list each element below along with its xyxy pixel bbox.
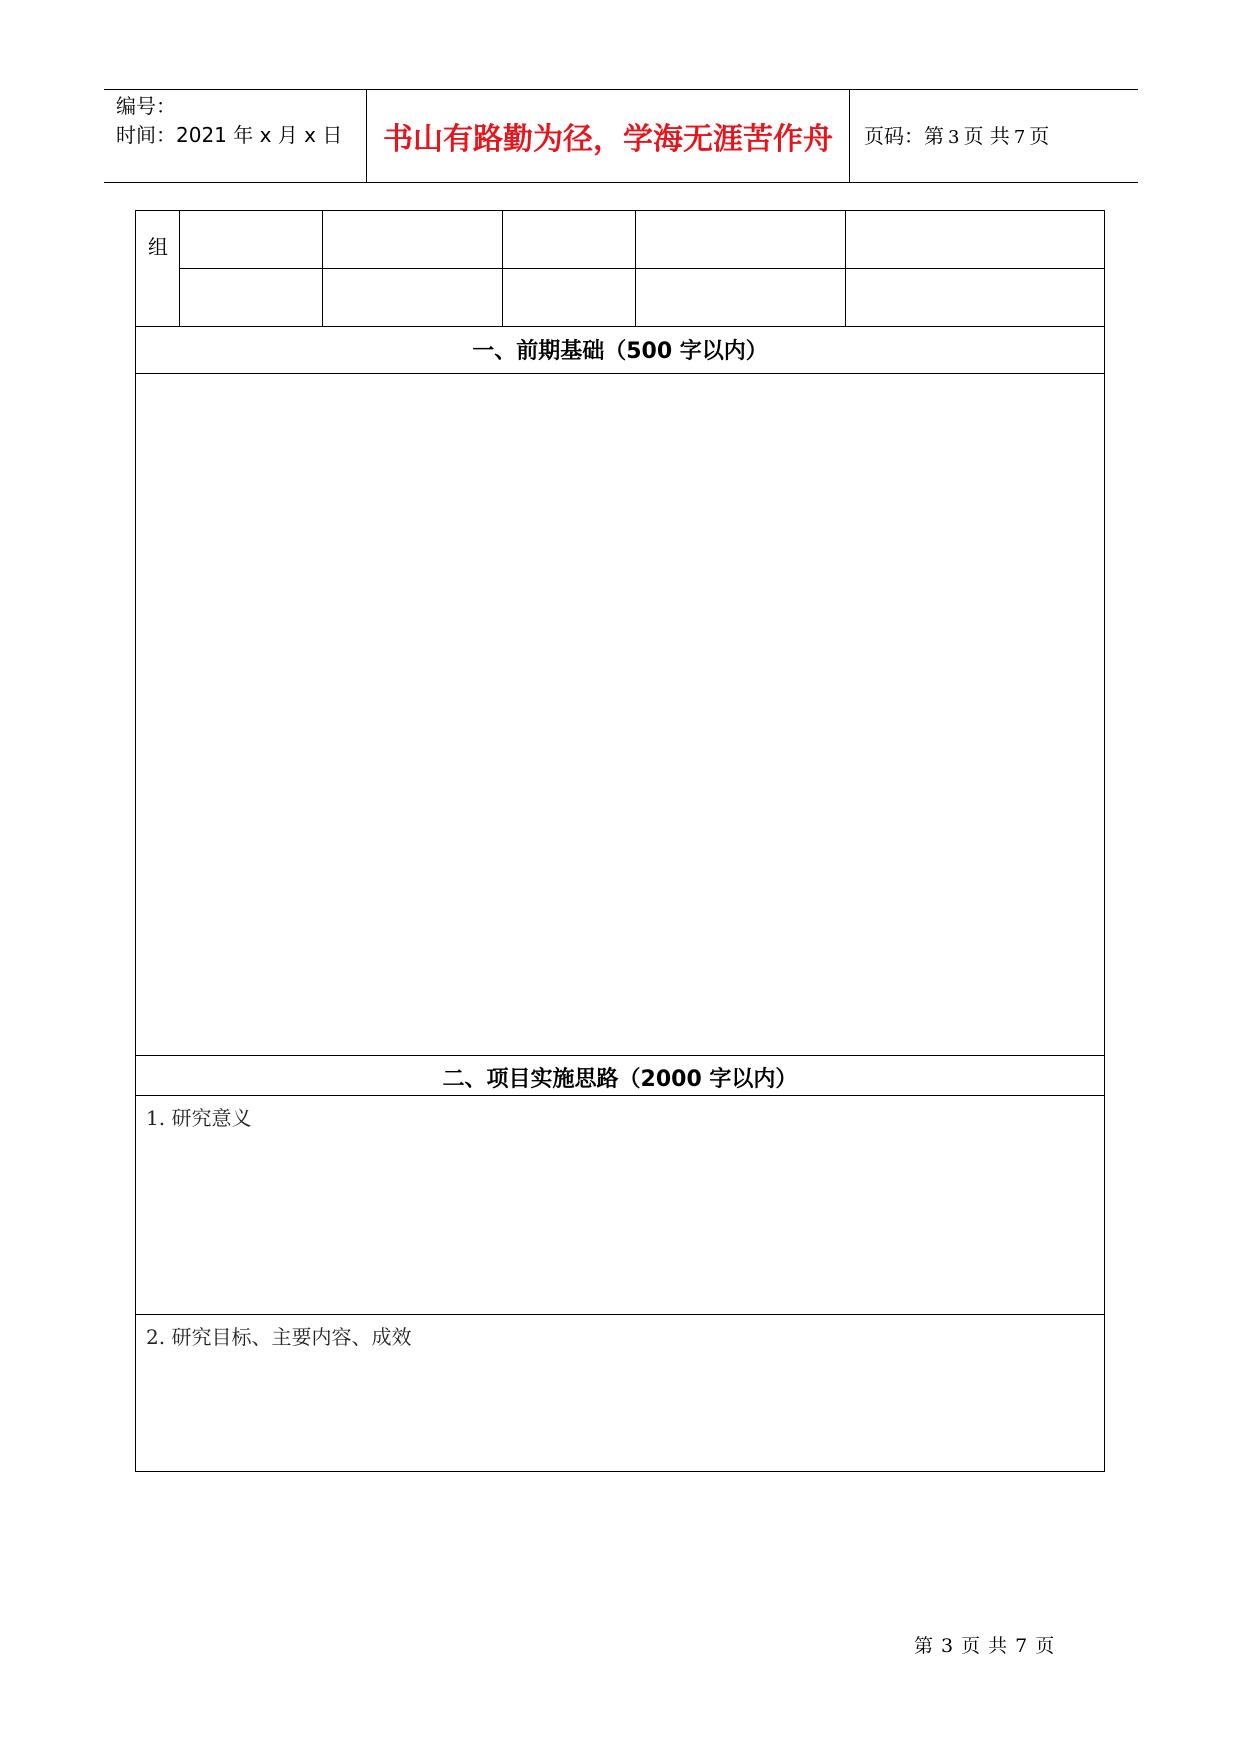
research-significance-text-area[interactable] — [136, 1131, 1104, 1313]
table-rule — [136, 1095, 1104, 1096]
section-title-implementation: 二、项目实施思路（2000 字以内） — [442, 1067, 798, 1092]
member-cell[interactable] — [846, 211, 1104, 268]
member-cell[interactable] — [636, 269, 845, 326]
header-page-indicator — [864, 120, 1049, 149]
research-goals-text-area[interactable] — [136, 1351, 1104, 1469]
member-cell[interactable] — [180, 269, 322, 326]
member-cell[interactable] — [323, 269, 502, 326]
page-prefix: 页码：第 — [864, 124, 944, 148]
member-cell[interactable] — [180, 211, 322, 268]
item-research-goals-label: 2. 研究目标、主要内容、成效 — [146, 1325, 412, 1349]
footer-word: 页 — [1035, 1635, 1055, 1657]
table-rule — [136, 1055, 1104, 1056]
header-meta — [116, 92, 342, 150]
member-cell[interactable] — [503, 211, 635, 268]
footer-current-page: 3 — [941, 1635, 954, 1657]
footer-total-pages: 7 — [1015, 1635, 1028, 1657]
application-form-table — [135, 210, 1105, 1472]
member-cell[interactable] — [636, 211, 845, 268]
table-rule — [136, 1314, 1104, 1315]
footer-word: 共 — [988, 1635, 1008, 1657]
header-motto: 书山有路勤为径，学海无涯苦作舟 — [383, 122, 833, 157]
section-title-foundation: 一、前期基础（500 字以内） — [472, 339, 768, 364]
group-label: 组 — [148, 235, 168, 259]
header-divider — [849, 90, 850, 182]
footer-word: 第 — [914, 1635, 934, 1657]
footer-word: 页 — [961, 1635, 981, 1657]
table-rule — [136, 326, 1104, 327]
item-research-significance-label: 1. 研究意义 — [146, 1106, 252, 1130]
member-cell[interactable] — [323, 211, 502, 268]
document-time-label: 时间：2021 年 x 月 x 日 — [116, 123, 343, 147]
foundation-text-area[interactable] — [136, 374, 1104, 1055]
page-current: 3 — [948, 127, 960, 148]
page-total: 7 — [1013, 127, 1026, 148]
document-number-label: 编号： — [116, 94, 176, 118]
member-cell[interactable] — [846, 269, 1104, 326]
page-suffix: 页 — [1029, 124, 1050, 148]
member-cell[interactable] — [503, 269, 635, 326]
page-header — [104, 89, 1138, 183]
page-mid: 页 共 — [963, 124, 1010, 148]
page-footer — [914, 1631, 1062, 1658]
